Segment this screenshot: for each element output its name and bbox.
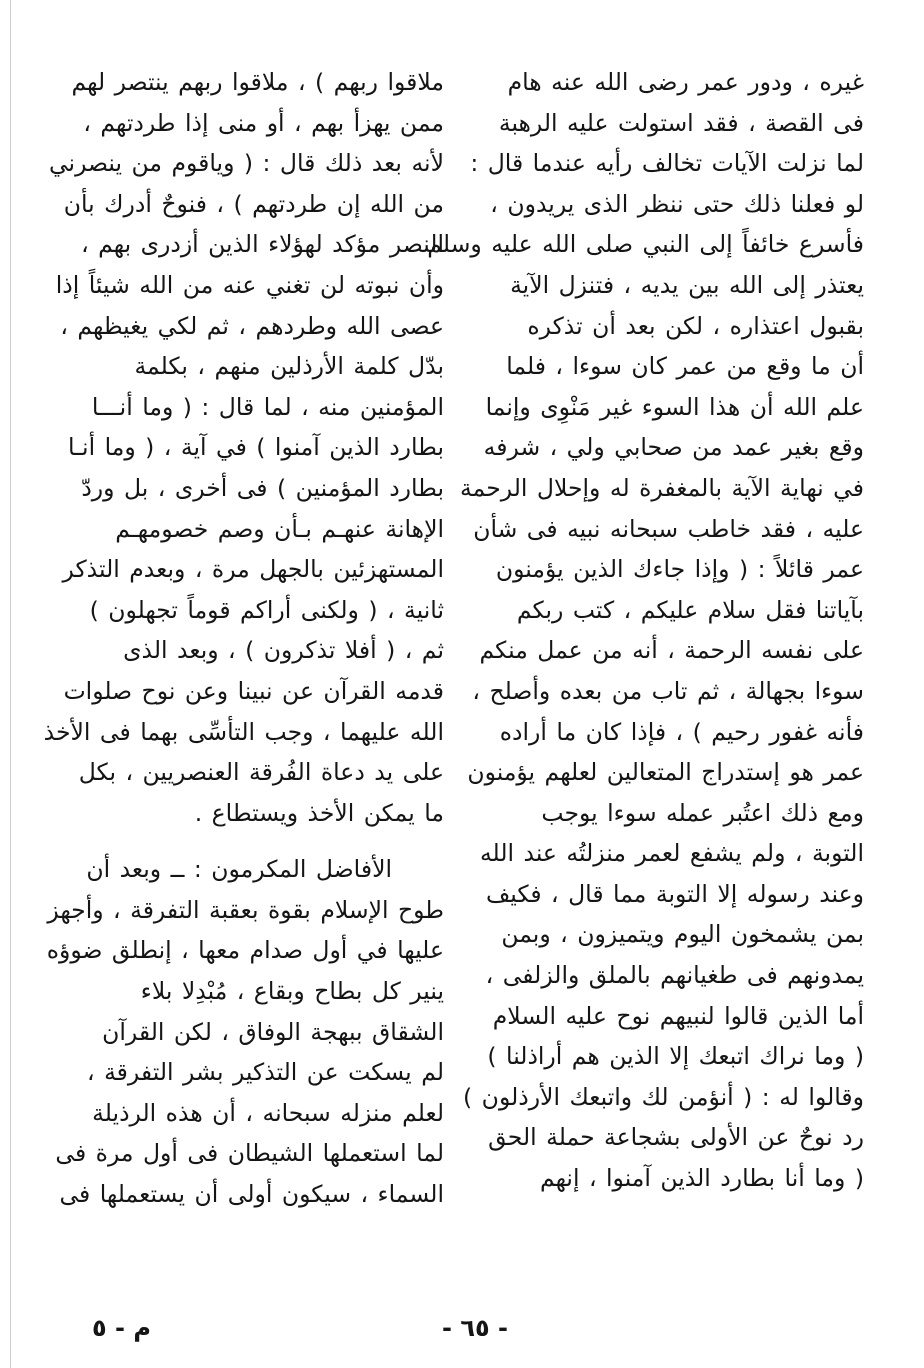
text-line: عليها في أول صدام معها ، إنطلق ضوؤه: [46, 936, 444, 965]
text-line: ما يمكن الأخذ ويستطاع .: [194, 798, 444, 827]
text-line: وقالوا له : ( أنؤمن لك واتبعك الأرذلون ): [463, 1082, 864, 1111]
text-line: ثانية ، ( ولكنى أراكم قوماً تجهلون ): [89, 595, 444, 624]
text-line: رد نوحٌ عن الأولى بشجاعة حملة الحق: [488, 1123, 864, 1152]
text-line: عمر هو إستدراج المتعالين لعلهم يؤمنون: [467, 758, 864, 787]
text-line: النصر مؤكد لهؤلاء الذين أزدرى بهم ،: [81, 230, 444, 259]
text-line: الله عليهما ، وجب التأسِّى بهما فى الأخذ: [43, 717, 444, 746]
text-line: يعتذر إلى الله بين يديه ، فتنزل الآية: [510, 270, 864, 299]
text-line: عمر قائلاً : ( وإذا جاءك الذين يؤمنون: [495, 555, 864, 584]
text-line: الإهانة عنهـم بـأن وصم خصومهـم: [115, 514, 444, 543]
text-line: لعلم منزله سبحانه ، أن هذه الرذيلة: [92, 1098, 444, 1127]
page-footer: [0, 1310, 924, 1360]
text-line: أن ما وقع من عمر كان سوءا ، فلما: [506, 352, 864, 381]
text-line: يمدونهم فى طغيانهم بالملق والزلفى ،: [485, 961, 864, 990]
text-line: ومع ذلك اعتُبر عمله سوءا يوجب: [541, 798, 864, 827]
left-text-column: [43, 62, 444, 1322]
page-edge-line: [10, 0, 11, 1368]
text-line: في نهاية الآية بالمغفرة له وإحلال الرحمة: [460, 473, 864, 502]
text-line: وأن نبوته لن تغني عنه من الله شيئاً إذا: [55, 270, 444, 299]
text-line: من الله إن طردتهم ) ، فنوحٌ أدرك بأن: [63, 189, 444, 218]
text-line: عليه ، فقد خاطب سبحانه نبيه فى شأن: [473, 514, 864, 543]
text-line: بمن يشمخون اليوم ويتميزون ، وبمن: [501, 920, 864, 949]
text-line: وعند رسوله إلا التوبة مما قال ، فكيف: [485, 879, 864, 908]
text-line: على يد دعاة الفُرقة العنصريين ، بكل: [78, 758, 444, 787]
text-line: ( وما نراك اتبعك إلا الذين هم أراذلنا ): [487, 1042, 864, 1071]
text-line: غيره ، ودور عمر رضى الله عنه هام: [507, 68, 864, 96]
text-line: ملاقوا ربهم ) ، ملاقوا ربهم ينتصر لهم: [71, 68, 444, 96]
text-line: فأسرع خائفاً إلى النبي صلى الله عليه وسلم: [427, 230, 864, 259]
text-line: لما نزلت الآيات تخالف رأيه عندما قال :: [470, 149, 864, 178]
text-line: بدّل كلمة الأرذلين منهم ، بكلمة: [134, 352, 444, 381]
text-line: التوبة ، ولم يشفع لعمر منزلتُه عند الله: [479, 839, 864, 868]
text-line: بطارد المؤمنين ) فى أخرى ، بل وردّ: [81, 473, 444, 502]
paragraph-gap: [84, 833, 444, 849]
text-line: لأنه بعد ذلك قال : ( وياقوم من ينصرني: [48, 149, 444, 178]
text-line: أما الذين قالوا لنبيهم نوح عليه السلام: [492, 1001, 864, 1030]
text-line: لم يسكت عن التذكير بشر التفرقة ،: [87, 1058, 444, 1087]
text-line: بقبول اعتذاره ، لكن بعد أن تذكره: [527, 311, 864, 340]
text-line: المستهزئين بالجهل مرة ، وبعدم التذكر: [62, 555, 444, 584]
text-line: المؤمنين منه ، لما قال : ( وما أنـــا: [91, 392, 444, 421]
text-line: بآياتنا فقل سلام عليكم ، كتب ربكم: [516, 595, 864, 624]
text-line: لما استعملها الشيطان فى أول مرة فى: [55, 1139, 444, 1168]
text-line: ينير كل بطاح وبقاع ، مُبْدِلا بلاء: [140, 977, 444, 1006]
text-line: عصى الله وطردهم ، ثم لكي يغيظهم ،: [60, 311, 444, 340]
text-line: طوح الإسلام بقوة بعقبة التفرقة ، وأجهز: [47, 895, 444, 924]
text-line: لو فعلنا ذلك حتى ننظر الذى يريدون ،: [490, 189, 864, 218]
text-line: سوءا بجهالة ، ثم تاب من بعده وأصلح ،: [472, 676, 864, 705]
text-line: بطارد الذين آمنوا ) في آية ، ( وما أنـا: [68, 433, 444, 462]
right-text-column: [427, 62, 864, 1322]
text-line: قدمه القرآن عن نبينا وعن نوح صلوات: [63, 676, 444, 705]
printer-signature-mark: م - ٥: [92, 1314, 151, 1342]
text-line: الشقاق ببهجة الوفاق ، لكن القرآن: [102, 1017, 444, 1046]
text-line: علم الله أن هذا السوء غير مَنْوِى وإنما: [485, 392, 864, 421]
text-line: ( وما أنا بطارد الذين آمنوا ، إنهم: [539, 1164, 864, 1193]
text-line: السماء ، سيكون أولى أن يستعملها فى: [59, 1180, 444, 1209]
text-line: على نفسه الرحمة ، أنه من عمل منكم: [479, 636, 864, 665]
text-line: ثم ، ( أفلا تذكرون ) ، وبعد الذى: [123, 636, 444, 665]
text-line: وقع بغير عمد من صحابي ولي ، شرفه: [483, 433, 864, 462]
text-line: ممن يهزأ بهم ، أو منى إذا طردتهم ،: [83, 108, 444, 137]
text-line: الأفاضل المكرمون : ــ وبعد أن: [86, 855, 392, 884]
text-line: فأنه غفور رحيم ) ، فإذا كان ما أراده: [499, 717, 864, 746]
text-line: فى القصة ، فقد استولت عليه الرهبة: [498, 108, 864, 137]
page-number: - ٦٥ -: [442, 1314, 508, 1342]
